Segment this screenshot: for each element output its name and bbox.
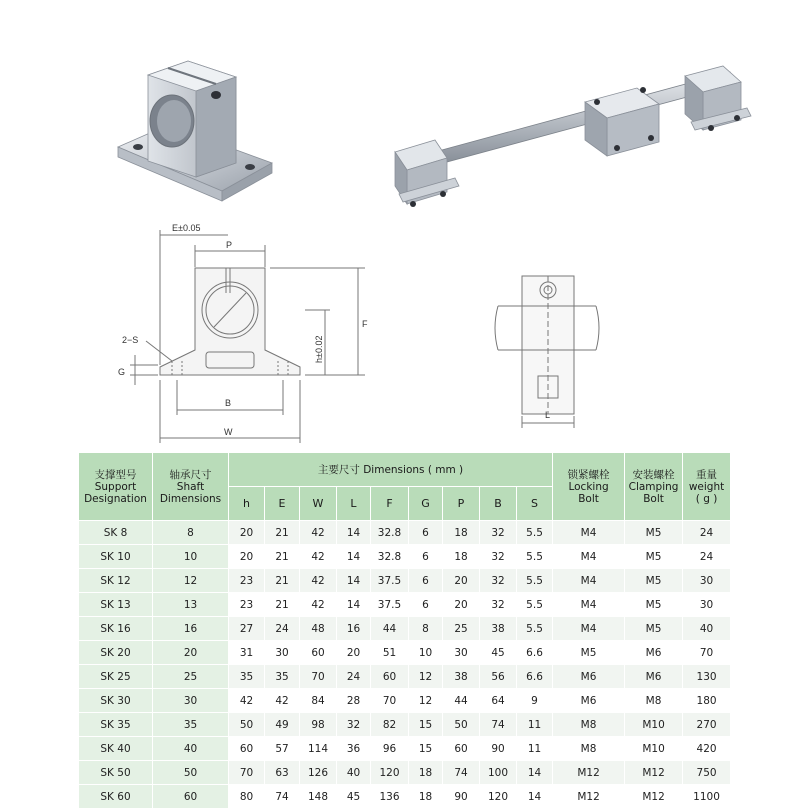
- cell-p: 90: [443, 785, 480, 809]
- cell-l: 14: [337, 545, 371, 569]
- cell-e: 49: [265, 713, 300, 737]
- cell-clamping-bolt: M10: [625, 713, 683, 737]
- cell-weight: 70: [683, 641, 731, 665]
- cell-w: 84: [300, 689, 337, 713]
- cell-e: 57: [265, 737, 300, 761]
- cell-f: 37.5: [371, 593, 409, 617]
- cell-w: 42: [300, 545, 337, 569]
- cell-clamping-bolt: M5: [625, 521, 683, 545]
- table-row: [79, 545, 731, 569]
- cell-s: 5.5: [517, 617, 553, 641]
- cell-l: 20: [337, 641, 371, 665]
- cell-f: 70: [371, 689, 409, 713]
- cell-clamping-bolt: M10: [625, 737, 683, 761]
- side-view-drawing: [490, 268, 620, 428]
- table-row: [79, 713, 731, 737]
- cell-g: 12: [409, 689, 443, 713]
- cell-e: 42: [265, 689, 300, 713]
- cell-shaft: 20: [153, 641, 229, 665]
- cell-p: 30: [443, 641, 480, 665]
- cell-h: 23: [229, 569, 265, 593]
- cell-clamping-bolt: M5: [625, 617, 683, 641]
- cell-weight: 130: [683, 665, 731, 689]
- cell-locking-bolt: M12: [553, 785, 625, 809]
- cell-s: 5.5: [517, 593, 553, 617]
- cell-model: SK 20: [79, 641, 153, 665]
- cell-h: 50: [229, 713, 265, 737]
- cell-b: 32: [480, 521, 517, 545]
- cell-locking-bolt: M8: [553, 713, 625, 737]
- cell-shaft: 40: [153, 737, 229, 761]
- table-body: [79, 521, 731, 809]
- cell-shaft: 25: [153, 665, 229, 689]
- cell-l: 40: [337, 761, 371, 785]
- cell-h: 23: [229, 593, 265, 617]
- cell-weight: 1100: [683, 785, 731, 809]
- cell-b: 90: [480, 737, 517, 761]
- cell-model: SK 40: [79, 737, 153, 761]
- cell-clamping-bolt: M5: [625, 593, 683, 617]
- dim-h-label: h±0.02: [314, 335, 324, 363]
- cell-h: 27: [229, 617, 265, 641]
- header-clamping-bolt: 安装螺栓 Clamping Bolt: [625, 453, 683, 521]
- cell-weight: 30: [683, 569, 731, 593]
- header-dim-s: S: [517, 487, 553, 521]
- table-row: [79, 641, 731, 665]
- table-row: [79, 665, 731, 689]
- cell-locking-bolt: M6: [553, 689, 625, 713]
- cell-h: 60: [229, 737, 265, 761]
- dim-l-label: L: [545, 410, 551, 420]
- cell-g: 18: [409, 785, 443, 809]
- cell-w: 42: [300, 593, 337, 617]
- cell-e: 63: [265, 761, 300, 785]
- header-dim-b: B: [480, 487, 517, 521]
- cell-l: 36: [337, 737, 371, 761]
- cell-b: 64: [480, 689, 517, 713]
- cell-shaft: 16: [153, 617, 229, 641]
- cell-f: 44: [371, 617, 409, 641]
- cell-s: 11: [517, 713, 553, 737]
- cell-shaft: 50: [153, 761, 229, 785]
- dim-b-label: B: [225, 398, 232, 408]
- shaft-assembly-photo: [385, 62, 765, 222]
- cell-locking-bolt: M4: [553, 593, 625, 617]
- cell-locking-bolt: M5: [553, 641, 625, 665]
- cell-model: SK 8: [79, 521, 153, 545]
- cell-l: 45: [337, 785, 371, 809]
- table-row: [79, 689, 731, 713]
- cell-clamping-bolt: M5: [625, 569, 683, 593]
- header-dim-h: h: [229, 487, 265, 521]
- cell-shaft: 8: [153, 521, 229, 545]
- header-dim-p: P: [443, 487, 480, 521]
- cell-s: 14: [517, 785, 553, 809]
- cell-shaft: 12: [153, 569, 229, 593]
- cell-s: 6.6: [517, 665, 553, 689]
- cell-e: 21: [265, 521, 300, 545]
- dim-e-label: E±0.05: [172, 223, 201, 233]
- table-row: [79, 569, 731, 593]
- table-row: [79, 785, 731, 809]
- cell-b: 32: [480, 593, 517, 617]
- cell-b: 56: [480, 665, 517, 689]
- cell-g: 6: [409, 593, 443, 617]
- cell-shaft: 35: [153, 713, 229, 737]
- cell-model: SK 60: [79, 785, 153, 809]
- header-dim-l: L: [337, 487, 371, 521]
- cell-h: 31: [229, 641, 265, 665]
- cell-f: 136: [371, 785, 409, 809]
- header-weight: 重量 weight ( g ): [683, 453, 731, 521]
- cell-clamping-bolt: M8: [625, 689, 683, 713]
- cell-f: 82: [371, 713, 409, 737]
- dim-p-label: P: [226, 240, 233, 250]
- cell-p: 74: [443, 761, 480, 785]
- cell-model: SK 50: [79, 761, 153, 785]
- dim-w-label: W: [224, 427, 233, 437]
- cell-clamping-bolt: M12: [625, 785, 683, 809]
- header-dimensions-group: 主要尺寸 Dimensions ( mm ): [229, 453, 553, 487]
- cell-shaft: 30: [153, 689, 229, 713]
- header-locking-bolt: 锁紧螺栓 Locking Bolt: [553, 453, 625, 521]
- table-row: [79, 593, 731, 617]
- cell-locking-bolt: M8: [553, 737, 625, 761]
- table-header-row: [79, 453, 731, 487]
- cell-s: 11: [517, 737, 553, 761]
- cell-e: 24: [265, 617, 300, 641]
- cell-b: 120: [480, 785, 517, 809]
- cell-l: 16: [337, 617, 371, 641]
- cell-w: 114: [300, 737, 337, 761]
- cell-w: 70: [300, 665, 337, 689]
- cell-p: 18: [443, 521, 480, 545]
- dim-f-label: F: [362, 319, 368, 329]
- cell-f: 96: [371, 737, 409, 761]
- cell-locking-bolt: M4: [553, 545, 625, 569]
- cell-p: 25: [443, 617, 480, 641]
- cell-p: 44: [443, 689, 480, 713]
- cell-g: 15: [409, 737, 443, 761]
- cell-g: 12: [409, 665, 443, 689]
- cell-b: 100: [480, 761, 517, 785]
- cell-model: SK 13: [79, 593, 153, 617]
- header-shaft-dimensions: 轴承尺寸 Shaft Dimensions: [153, 453, 229, 521]
- table-row: [79, 521, 731, 545]
- cell-model: SK 12: [79, 569, 153, 593]
- cell-p: 50: [443, 713, 480, 737]
- cell-shaft: 60: [153, 785, 229, 809]
- cell-f: 51: [371, 641, 409, 665]
- header-dim-w: W: [300, 487, 337, 521]
- cell-l: 14: [337, 593, 371, 617]
- cell-l: 14: [337, 521, 371, 545]
- cell-weight: 40: [683, 617, 731, 641]
- header-dim-e: E: [265, 487, 300, 521]
- cell-weight: 750: [683, 761, 731, 785]
- cell-p: 20: [443, 593, 480, 617]
- cell-clamping-bolt: M12: [625, 761, 683, 785]
- cell-s: 6.6: [517, 641, 553, 665]
- cell-locking-bolt: M12: [553, 761, 625, 785]
- cell-h: 70: [229, 761, 265, 785]
- shaft-support-photo: [110, 55, 280, 205]
- cell-b: 38: [480, 617, 517, 641]
- cell-h: 20: [229, 545, 265, 569]
- cell-g: 18: [409, 761, 443, 785]
- cell-e: 30: [265, 641, 300, 665]
- cell-clamping-bolt: M6: [625, 641, 683, 665]
- cell-s: 5.5: [517, 569, 553, 593]
- front-view-drawing: [110, 215, 370, 450]
- cell-b: 32: [480, 545, 517, 569]
- cell-s: 5.5: [517, 521, 553, 545]
- header-dim-g: G: [409, 487, 443, 521]
- cell-locking-bolt: M4: [553, 569, 625, 593]
- dim-s-label: 2−S: [122, 335, 139, 345]
- cell-w: 42: [300, 521, 337, 545]
- cell-g: 6: [409, 521, 443, 545]
- table-row: [79, 617, 731, 641]
- cell-model: SK 16: [79, 617, 153, 641]
- cell-w: 48: [300, 617, 337, 641]
- cell-b: 45: [480, 641, 517, 665]
- cell-h: 42: [229, 689, 265, 713]
- cell-locking-bolt: M4: [553, 521, 625, 545]
- cell-w: 148: [300, 785, 337, 809]
- cell-f: 32.8: [371, 521, 409, 545]
- cell-model: SK 25: [79, 665, 153, 689]
- cell-g: 8: [409, 617, 443, 641]
- cell-f: 120: [371, 761, 409, 785]
- cell-s: 5.5: [517, 545, 553, 569]
- cell-clamping-bolt: M5: [625, 545, 683, 569]
- cell-p: 38: [443, 665, 480, 689]
- cell-l: 14: [337, 569, 371, 593]
- cell-p: 20: [443, 569, 480, 593]
- cell-s: 14: [517, 761, 553, 785]
- header-support-designation: 支撑型号 Support Designation: [79, 453, 153, 521]
- table-row: [79, 761, 731, 785]
- cell-e: 21: [265, 593, 300, 617]
- cell-weight: 180: [683, 689, 731, 713]
- cell-h: 35: [229, 665, 265, 689]
- cell-model: SK 10: [79, 545, 153, 569]
- cell-locking-bolt: M6: [553, 665, 625, 689]
- cell-clamping-bolt: M6: [625, 665, 683, 689]
- cell-b: 74: [480, 713, 517, 737]
- cell-b: 32: [480, 569, 517, 593]
- cell-w: 98: [300, 713, 337, 737]
- cell-g: 15: [409, 713, 443, 737]
- cell-weight: 24: [683, 521, 731, 545]
- cell-w: 60: [300, 641, 337, 665]
- cell-l: 28: [337, 689, 371, 713]
- cell-p: 18: [443, 545, 480, 569]
- cell-weight: 420: [683, 737, 731, 761]
- cell-weight: 30: [683, 593, 731, 617]
- cell-f: 32.8: [371, 545, 409, 569]
- cell-w: 126: [300, 761, 337, 785]
- cell-h: 80: [229, 785, 265, 809]
- header-dim-f: F: [371, 487, 409, 521]
- cell-e: 21: [265, 545, 300, 569]
- specification-table: [78, 452, 731, 809]
- cell-f: 60: [371, 665, 409, 689]
- cell-g: 6: [409, 545, 443, 569]
- cell-shaft: 13: [153, 593, 229, 617]
- cell-e: 74: [265, 785, 300, 809]
- cell-e: 21: [265, 569, 300, 593]
- cell-f: 37.5: [371, 569, 409, 593]
- cell-locking-bolt: M4: [553, 617, 625, 641]
- cell-weight: 24: [683, 545, 731, 569]
- cell-shaft: 10: [153, 545, 229, 569]
- dim-g-label: G: [118, 367, 126, 377]
- cell-e: 35: [265, 665, 300, 689]
- cell-w: 42: [300, 569, 337, 593]
- cell-p: 60: [443, 737, 480, 761]
- table-row: [79, 737, 731, 761]
- cell-model: SK 35: [79, 713, 153, 737]
- cell-l: 24: [337, 665, 371, 689]
- cell-weight: 270: [683, 713, 731, 737]
- cell-model: SK 30: [79, 689, 153, 713]
- cell-g: 10: [409, 641, 443, 665]
- cell-l: 32: [337, 713, 371, 737]
- cell-s: 9: [517, 689, 553, 713]
- cell-g: 6: [409, 569, 443, 593]
- cell-h: 20: [229, 521, 265, 545]
